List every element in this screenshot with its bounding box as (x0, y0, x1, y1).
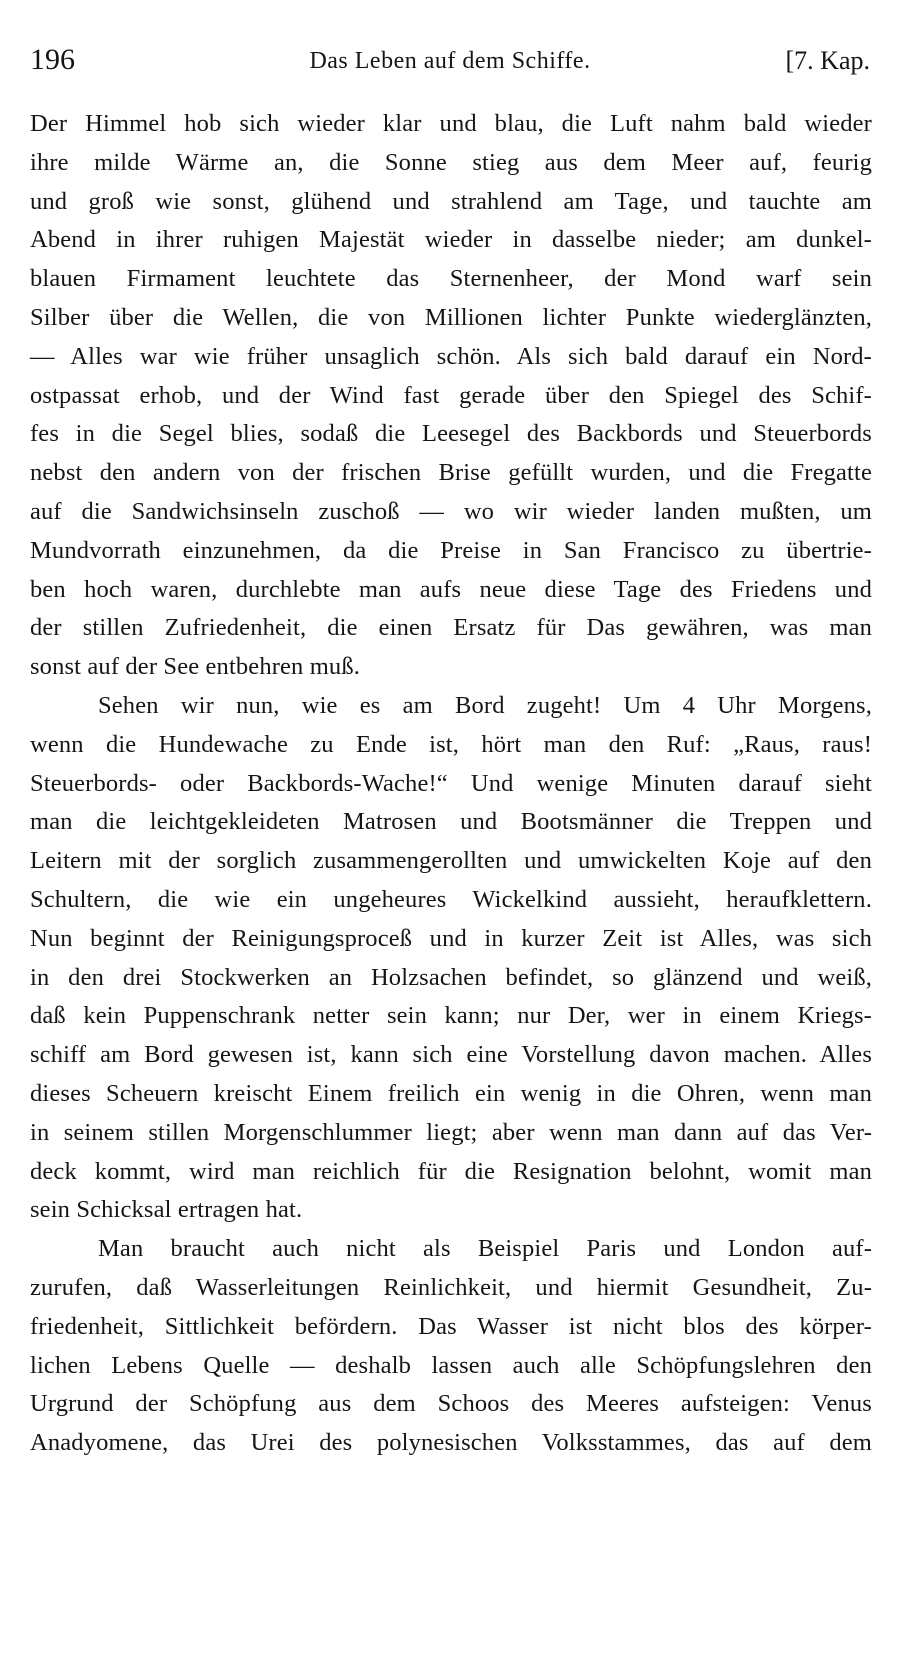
text-line: daß kein Puppenschrank netter sein kann; nur Der, wer in einem Kriegs- (30, 1002, 872, 1030)
text-line: Silber über die Wellen, die von Millionen lichter Punkte wiederglänzten, (30, 303, 872, 331)
text-line: sein Schicksal ertragen hat. (30, 1196, 303, 1224)
text-line: auf die Sandwichsinseln zuschoß — wo wir wieder landen mußten, um (30, 497, 872, 525)
text-line: Nun beginnt der Reinigungsproceß und in kurzer Zeit ist Alles, was sich (30, 924, 872, 952)
text-line: man die leichtgekleideten Matrosen und Bootsmänner die Treppen und (30, 808, 872, 836)
text-line: sonst auf der See entbehren muß. (30, 653, 361, 681)
text-line: ihre milde Wärme an, die Sonne stieg aus dem Meer auf, feurig (30, 148, 872, 176)
text-line: Urgrund der Schöpfung aus dem Schoos des Meeres aufsteigen: Venus (30, 1390, 872, 1418)
text-line: Leitern mit der sorglich zusammengerollten und umwickelten Koje auf den (30, 847, 872, 875)
text-line: Sehen wir nun, wie es am Bord zugeht! Um 4 Uhr Morgens, (98, 691, 872, 719)
running-title: Das Leben auf dem Schiffe. (309, 48, 591, 74)
page-number: 196 (30, 43, 75, 76)
text-line: schiff am Bord gewesen ist, kann sich eine Vorstellung davon machen. Alles (30, 1041, 872, 1069)
text-line: — Alles war wie früher unsaglich schön. Als sich bald darauf ein Nord- (30, 342, 872, 370)
text-line: dieses Scheuern kreischt Einem freilich ein wenig in die Ohren, wenn man (30, 1079, 872, 1107)
text-line: der stillen Zufriedenheit, die einen Ersatz für Das gewähren, was man (30, 614, 872, 642)
chapter-label: [7. Kap. (785, 46, 870, 75)
text-line: ben hoch waren, durchlebte man aufs neue diese Tage des Friedens und (30, 575, 872, 603)
text-line: blauen Firmament leuchtete das Sternenheer, der Mond warf sein (30, 265, 872, 293)
text-line: Abend in ihrer ruhigen Majestät wieder in dasselbe nieder; am dunkel- (30, 226, 872, 254)
text-line: Anadyomene, das Urei des polynesischen Volksstammes, das auf dem (30, 1429, 872, 1457)
text-line: ostpassat erhob, und der Wind fast gerade über den Spiegel des Schif- (30, 381, 872, 409)
text-line: Man braucht auch nicht als Beispiel Paris und London auf- (98, 1235, 872, 1263)
text-line: Steuerbords- oder Backbords-Wache!“ Und wenige Minuten darauf sieht (30, 769, 872, 797)
text-line: in den drei Stockwerken an Holzsachen befindet, so glänzend und weiß, (30, 963, 872, 991)
text-line: Schultern, die wie ein ungeheures Wickelkind aussieht, heraufklettern. (30, 885, 872, 913)
text-line: fes in die Segel blies, sodaß die Leesegel des Backbords und Steuerbords (30, 420, 872, 448)
text-line: zurufen, daß Wasserleitungen Reinlichkeit, und hiermit Gesundheit, Zu- (30, 1273, 872, 1301)
text-line: wenn die Hundewache zu Ende ist, hört man den Ruf: „Raus, raus! (30, 730, 872, 758)
text-line: nebst den andern von der frischen Brise gefüllt wurden, und die Fregatte (30, 459, 872, 487)
page-header (30, 42, 870, 82)
text-line: und groß wie sonst, glühend und strahlend am Tage, und tauchte am (30, 187, 872, 215)
text-line: lichen Lebens Quelle — deshalb lassen auch alle Schöpfungslehren den (30, 1351, 872, 1379)
text-line: Der Himmel hob sich wieder klar und blau, die Luft nahm bald wieder (30, 110, 872, 137)
text-line: Mundvorrath einzunehmen, da die Preise in San Francisco zu übertrie- (30, 536, 872, 564)
text-line: friedenheit, Sittlichkeit befördern. Das Wasser ist nicht blos des körper- (30, 1312, 872, 1340)
text-line: in seinem stillen Morgenschlummer liegt; aber wenn man dann auf das Ver- (30, 1118, 872, 1146)
text-line: deck kommt, wird man reichlich für die Resignation belohnt, womit man (30, 1157, 872, 1185)
body-text (30, 105, 872, 1463)
